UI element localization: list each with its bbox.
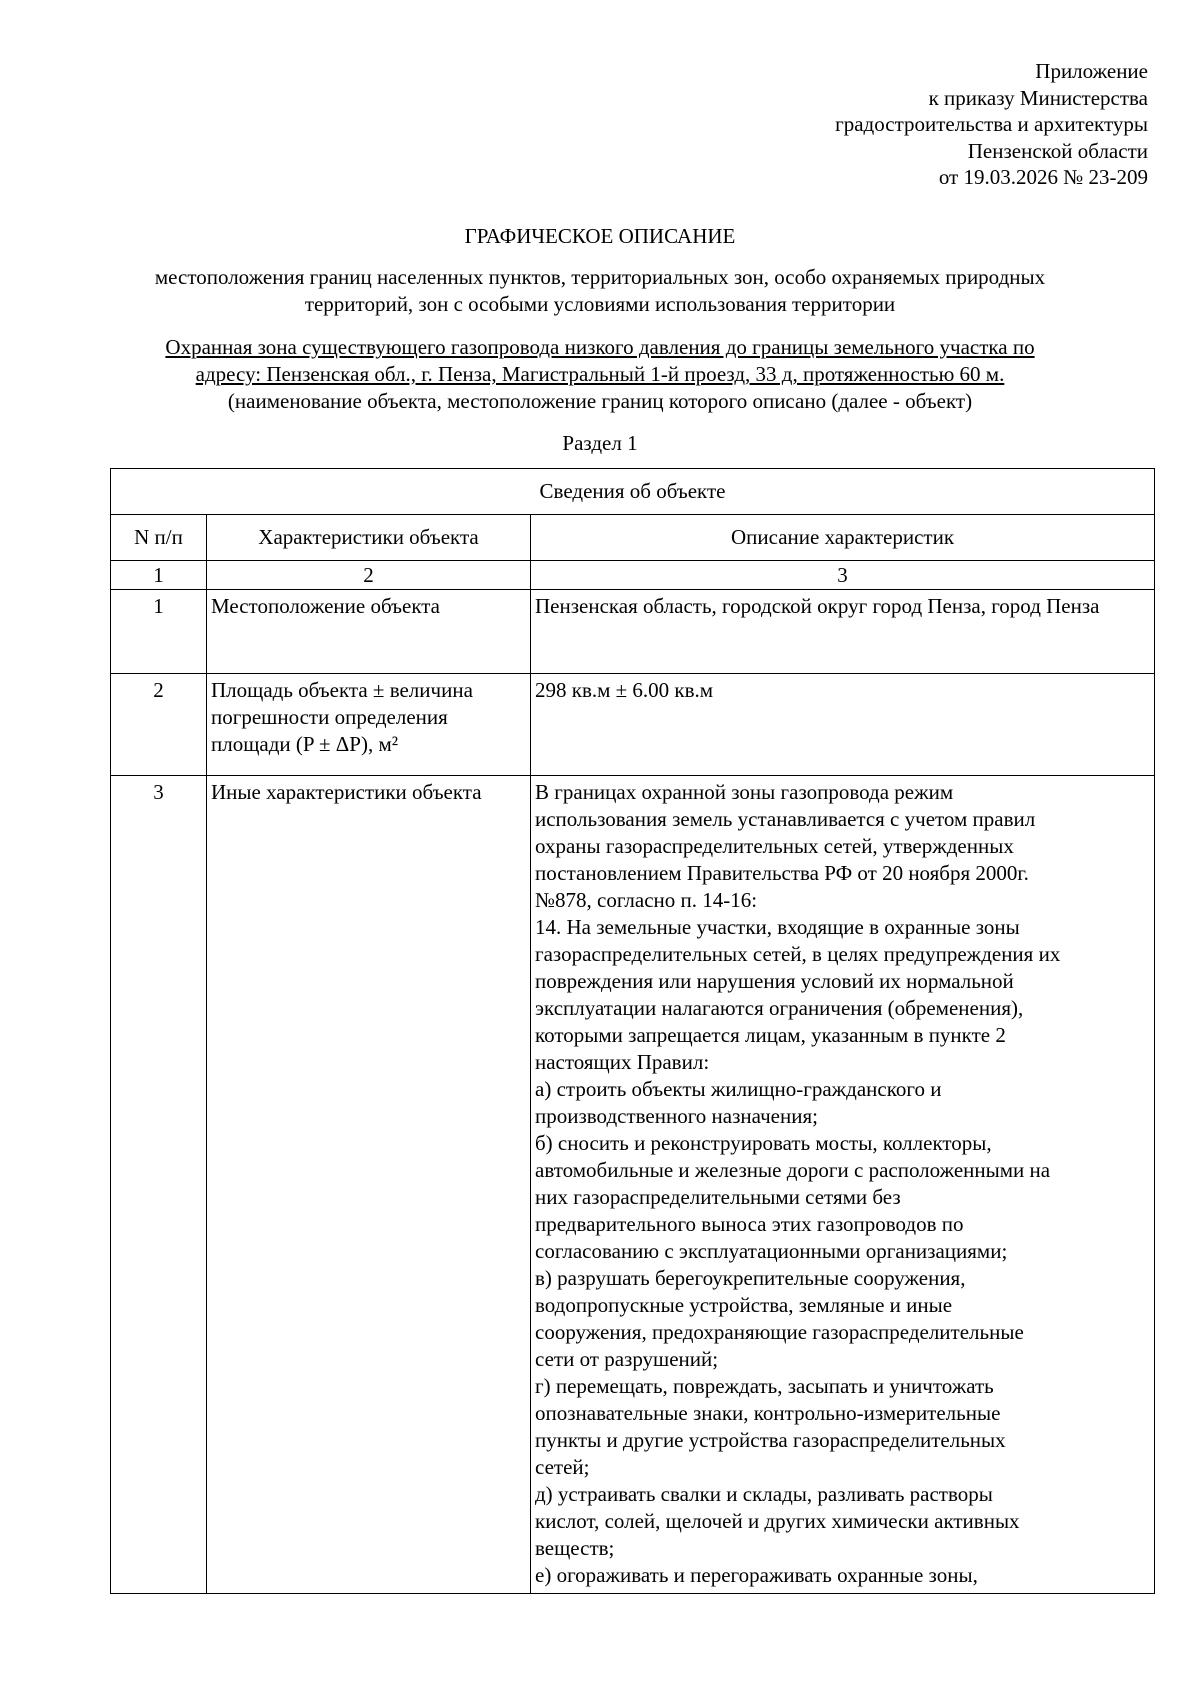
approval-line: к приказу Министерства xyxy=(928,85,1148,110)
row-description: 298 кв.м ± 6.00 кв.м xyxy=(531,674,1155,776)
column-number: 2 xyxy=(207,561,531,590)
row-characteristic-line: погрешности определения xyxy=(211,705,448,729)
row-characteristic: Местоположение объекта xyxy=(207,590,531,674)
row-description-line: охраны газораспределительных сетей, утвержденных xyxy=(535,834,1014,858)
table-row xyxy=(111,776,1155,1594)
row-description-line: них газораспределительными сетями без xyxy=(535,1185,901,1209)
table-header-row xyxy=(111,515,1155,561)
row-description-line: веществ; xyxy=(535,1536,615,1560)
approval-line: Пензенской области xyxy=(967,138,1148,163)
row-number: 3 xyxy=(111,776,207,1594)
table-caption: Сведения об объекте xyxy=(111,469,1155,515)
row-description-line: №878, согласно п. 14-16: xyxy=(535,888,758,912)
object-name-block xyxy=(100,334,1100,415)
row-description-line: автомобильные и железные дороги с расположенными на xyxy=(535,1158,1051,1182)
row-description xyxy=(531,776,1155,1594)
row-description-line: д) устраивать свалки и склады, разливать растворы xyxy=(535,1482,993,1506)
row-number: 2 xyxy=(111,674,207,776)
approval-line: Приложение xyxy=(1035,59,1148,83)
row-description-line: опознавательные знаки, контрольно-измерительные xyxy=(535,1401,1001,1425)
row-description-line: г) перемещать, повреждать, засыпать и уничтожать xyxy=(535,1374,994,1398)
row-characteristic: Иные характеристики объекта xyxy=(207,776,531,1594)
row-description-line: постановлением Правительства РФ от 20 ноября 2000г. xyxy=(535,861,1029,885)
row-description-line: в) разрушать берегоукрепительные сооружения, xyxy=(535,1266,966,1290)
column-header-number: N п/п xyxy=(111,515,207,561)
table-row xyxy=(111,674,1155,776)
column-number: 3 xyxy=(531,561,1155,590)
object-name-caption: (наименование объекта, местоположение границ которого описано (далее - объект) xyxy=(227,389,973,413)
row-description-line: сетей; xyxy=(535,1455,590,1479)
row-description-line: согласованию с эксплуатационными организациями; xyxy=(535,1239,1008,1263)
row-description-line: водопропускные устройства, земляные и иные xyxy=(535,1293,953,1317)
row-description-line: В границах охранной зоны газопровода режим xyxy=(535,780,954,804)
row-characteristic xyxy=(207,674,531,776)
column-header-description: Описание характеристик xyxy=(531,515,1155,561)
row-description-line: пункты и другие устройства газораспределительных xyxy=(535,1428,1006,1452)
row-description-line: 14. На земельные участки, входящие в охранные зоны xyxy=(535,915,1020,939)
row-characteristic-line: Площадь объекта ± величина xyxy=(211,678,473,702)
row-description-line: сооружения, предохраняющие газораспределительные xyxy=(535,1320,1024,1344)
row-description-line: повреждения или нарушения условий их нормальной xyxy=(535,969,1014,993)
object-name-line: Охранная зона существующего газопровода низкого давления до границы земельного участка по xyxy=(165,335,1035,359)
table-caption-row xyxy=(111,469,1155,515)
row-description-line: которыми запрещается лицам, указанным в пункте 2 xyxy=(535,1023,1006,1047)
approval-block xyxy=(835,58,1148,191)
section-heading: Раздел 1 xyxy=(562,431,638,455)
object-name-line: адресу: Пензенская обл., г. Пенза, Магистральный 1-й проезд, 33 д, протяженностью 60 м. xyxy=(195,362,1005,386)
column-number: 1 xyxy=(111,561,207,590)
row-description-line: настоящих Правил: xyxy=(535,1050,710,1074)
table-row xyxy=(111,590,1155,674)
row-description-line: б) сносить и реконструировать мосты, коллекторы, xyxy=(535,1131,992,1155)
column-header-characteristic: Характеристики объекта xyxy=(207,515,531,561)
row-description-line: предварительного выноса этих газопроводов по xyxy=(535,1212,964,1236)
row-characteristic-line: площади (P ± ΔP), м² xyxy=(211,732,399,756)
approval-line: градостроительства и архитектуры xyxy=(835,112,1148,136)
row-description-line: использования земель устанавливается с учетом правил xyxy=(535,807,1036,831)
document-subtitle: местоположения границ населенных пунктов, территориальных зон, особо охраняемых природных территорий, зон с особыми условиями использования территории xyxy=(154,265,1046,316)
row-description-line: а) строить объекты жилищно-гражданского и xyxy=(535,1077,942,1101)
row-description: Пензенская область, городской округ город Пенза, город Пенза xyxy=(531,590,1155,674)
row-description-line: эксплуатации налагаются ограничения (обременения), xyxy=(535,996,1024,1020)
column-numbers-row xyxy=(111,561,1155,590)
approval-date-number: от 19.03.2026 № 23-209 xyxy=(938,165,1148,189)
document-title: ГРАФИЧЕСКОЕ ОПИСАНИЕ xyxy=(464,224,736,248)
row-description-line: производственного назначения; xyxy=(535,1104,818,1128)
object-info-table xyxy=(110,468,1155,1594)
row-number: 1 xyxy=(111,590,207,674)
row-description-line: сети от разрушений; xyxy=(535,1347,719,1371)
row-description-line: е) огораживать и перегораживать охранные зоны, xyxy=(535,1563,978,1587)
row-description-line: кислот, солей, щелочей и других химически активных xyxy=(535,1509,1020,1533)
row-description-line: газораспределительных сетей, в целях предупреждения их xyxy=(535,942,1061,966)
